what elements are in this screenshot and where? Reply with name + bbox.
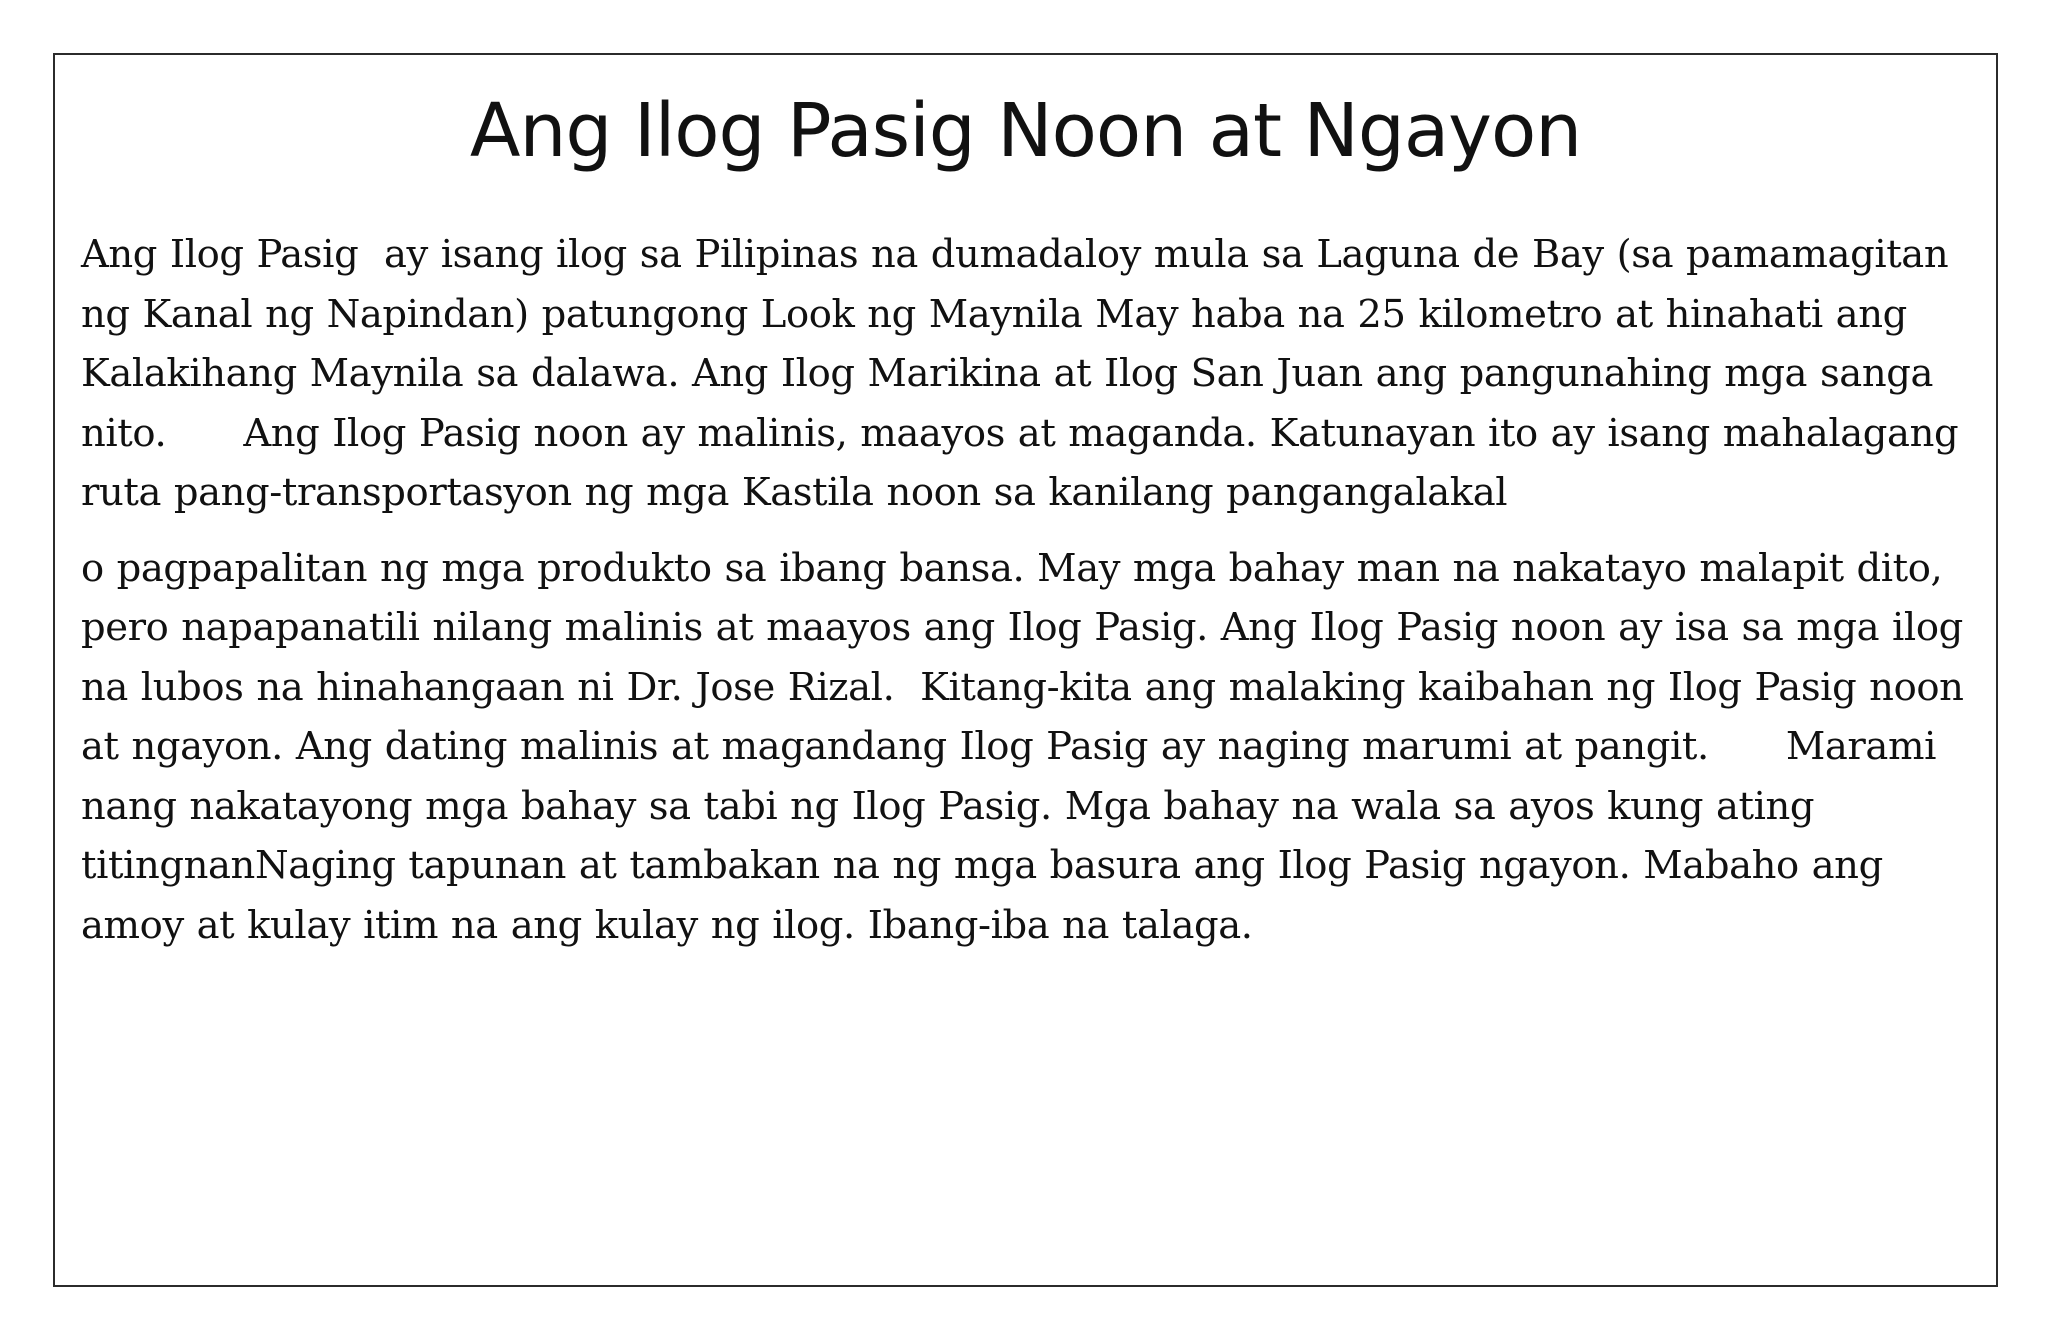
paragraph-2: o pagpapalitan ng mga produkto sa ibang bansa. May mga bahay man na nakatayo malapit dito, pero napapanatili nilang malinis at maayos ang Ilog Pasig. Ang Ilog Pasig noon ay isa sa mga ilog na lubos na hinahangaan ni Dr. Jose Rizal. Kitang-kita ang malaking kaibahan ng Ilog Pasig noon at ngayon. Ang dating malinis at magandang Ilog Pasig ay naging marumi at pangit. Marami nang nakatayong mga bahay sa tabi ng Ilog Pasig. Mga bahay na wala sa ayos kung ating titingnanNaging tapunan at tambakan na ng mga basura ang Ilog Pasig ngayon. Mabaho ang amoy at kulay itim na ang kulay ng ilog. Ibang-iba na talaga.: [81, 545, 1977, 948]
slide-frame: [53, 53, 1998, 1287]
slide-body: [81, 225, 1977, 955]
slide-title: Ang Ilog Pasig Noon at Ngayon: [469, 88, 1582, 174]
paragraph-1: Ang Ilog Pasig ay isang ilog sa Pilipinas na dumadaloy mula sa Laguna de Bay (sa pamamagitan ng Kanal ng Napindan) patungong Look ng Maynila May haba na 25 kilometro at hinahati ang Kalakihang Maynila sa dalawa. Ang Ilog Marikina at Ilog San Juan ang pangunahing mga sanga nito. Ang Ilog Pasig noon ay malinis, maayos at maganda. Katunayan ito ay isang mahalagang ruta pang-transportasyon ng mga Kastila noon sa kanilang pangangalakal: [81, 232, 1972, 515]
